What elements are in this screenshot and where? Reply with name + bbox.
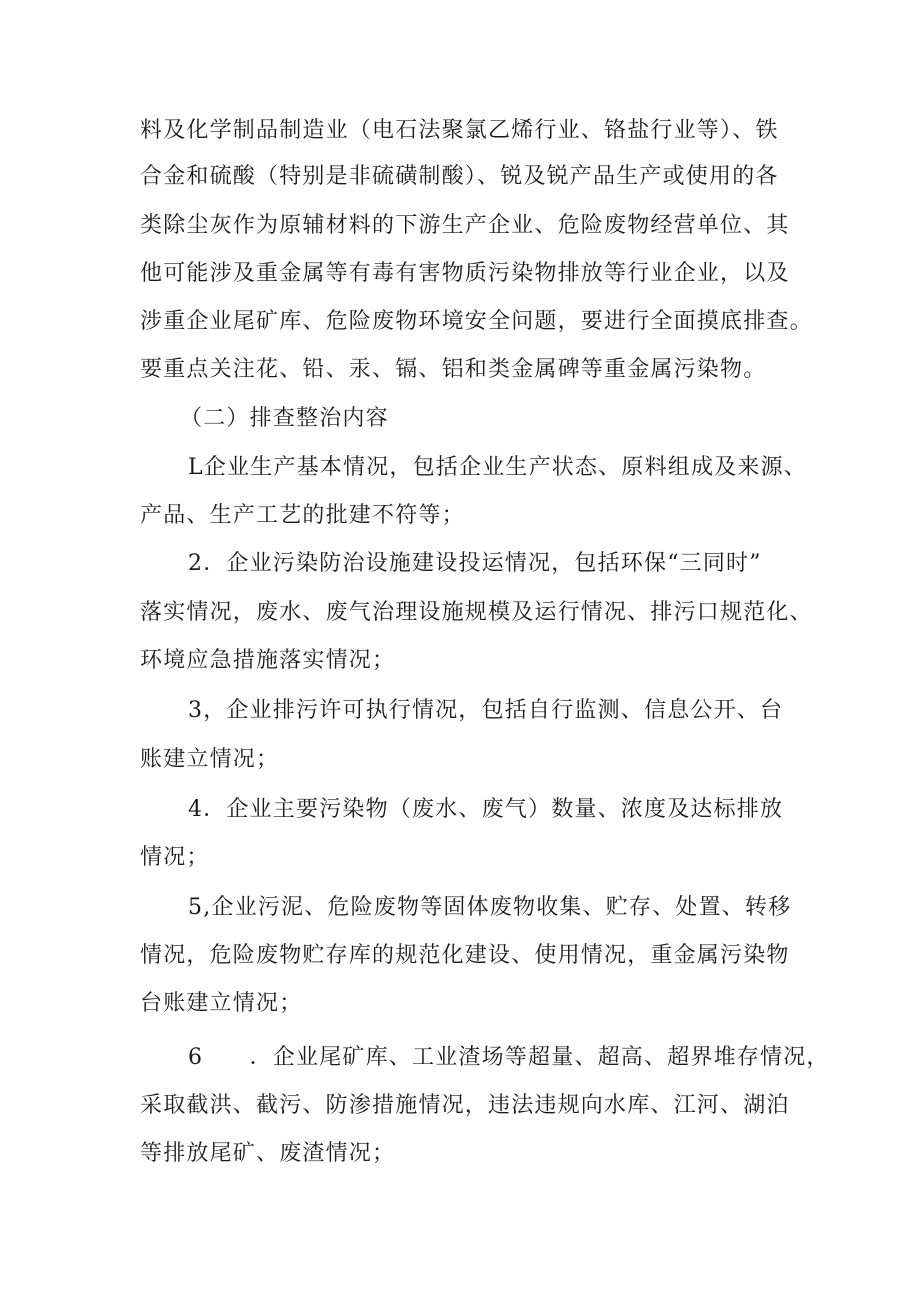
text-line: 4．企业主要污染物（废水、废气）数量、浓度及达标排放 bbox=[188, 797, 784, 822]
text-line: 3，企业排污许可执行情况，包括自行监测、信息公开、台 bbox=[188, 698, 784, 723]
section-heading: （二）排查整治内容 bbox=[180, 406, 389, 431]
text-line: 落实情况，废水、废气治理设施规模及运行情况、排污口规范化、 bbox=[140, 600, 813, 625]
text-line: 2．企业污染防治设施建设投运情况，包括环保“三同时” bbox=[188, 551, 762, 576]
text-line: 情况； bbox=[140, 845, 210, 870]
text-line: 台账建立情况； bbox=[140, 991, 303, 1016]
text-line: 涉重企业尾矿库、危险废物环境安全问题，要进行全面摸底排查。 bbox=[140, 309, 813, 334]
text-line: 情况，危险废物贮存库的规范化建设、使用情况，重金属污染物 bbox=[140, 943, 790, 968]
text-line: 产品、生产工艺的批建不符等； bbox=[140, 503, 465, 528]
text-line: 环境应急措施落实情况； bbox=[140, 648, 396, 673]
text-line: L企业生产基本情况，包括企业生产状态、原料组成及来源、 bbox=[188, 455, 808, 480]
text-line: 5,企业污泥、危险废物等固体废物收集、贮存、处置、转移 bbox=[188, 895, 792, 920]
text-line: 等排放尾矿、废渣情况； bbox=[140, 1141, 396, 1166]
text-line: 要重点关注花、铅、汞、镉、铝和类金属碑等重金属污染物。 bbox=[140, 357, 767, 382]
text-line: 他可能涉及重金属等有毒有害物质污染物排放等行业企业，以及 bbox=[140, 261, 790, 286]
text-line: 采取截洪、截污、防渗措施情况，违法违规向水库、江河、湖泊 bbox=[140, 1093, 790, 1118]
text-line: 6 ．企业尾矿库、工业渣场等超量、超高、超界堆存情况， bbox=[188, 1045, 830, 1070]
text-line: 账建立情况； bbox=[140, 747, 280, 772]
text-line: 合金和硫酸（特别是非硫磺制酸）、锐及锐产品生产或使用的各 bbox=[140, 164, 779, 189]
text-line: 类除尘灰作为原辅材料的下游生产企业、危险废物经营单位、其 bbox=[140, 213, 790, 238]
text-line: 料及化学制品制造业（电石法聚氯乙烯行业、铬盐行业等）、铁 bbox=[140, 118, 779, 143]
